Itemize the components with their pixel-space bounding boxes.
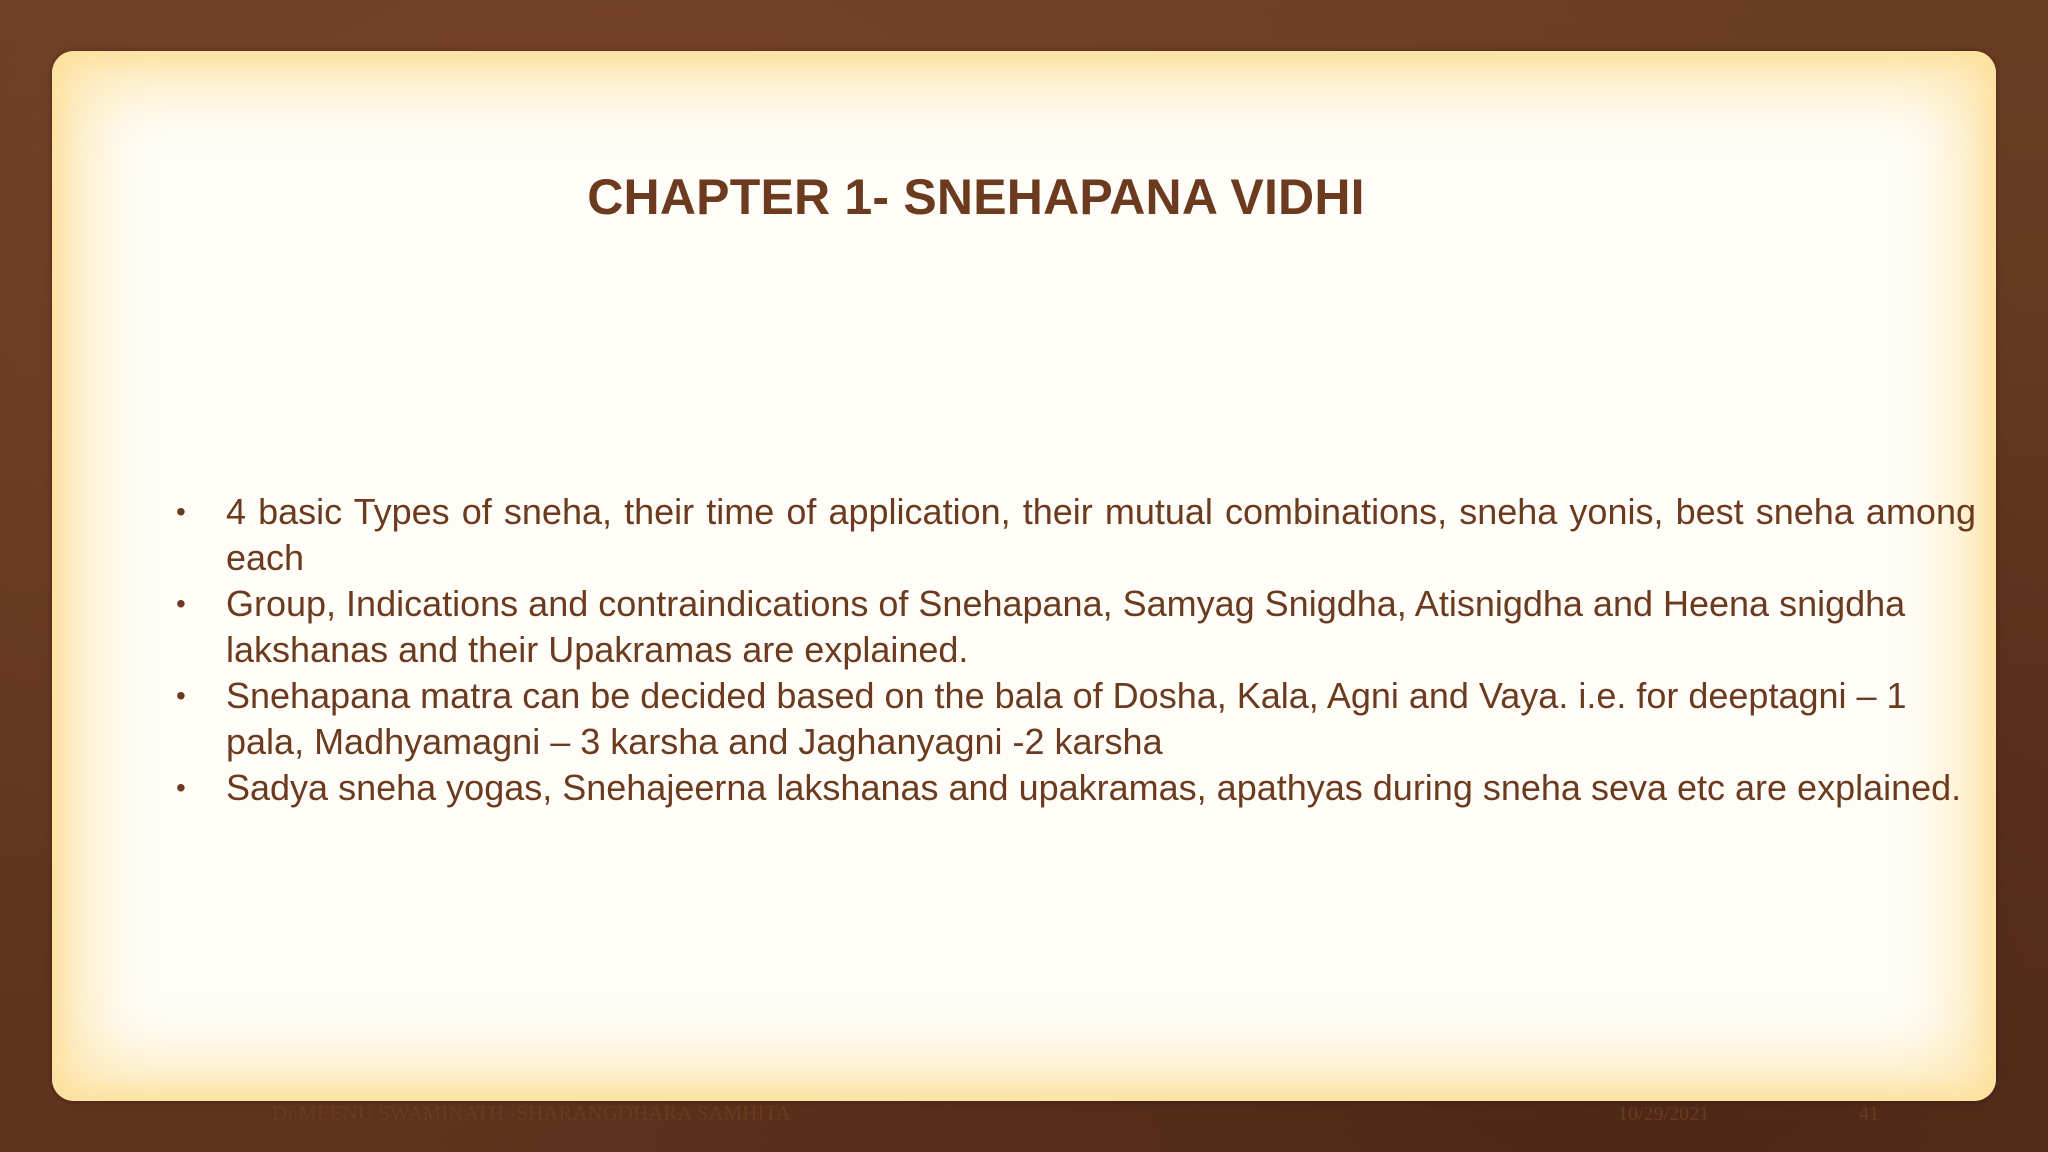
slide-title: CHAPTER 1- SNEHAPANA VIDHI (587, 169, 1365, 225)
bullet-item (176, 765, 1976, 811)
bullet-dot-icon: • (176, 772, 186, 803)
footer-author: Dr.MEENU SWAMINATH -SHARANGDHARA SAMHITA (272, 1101, 791, 1125)
bullet-item (176, 673, 1976, 765)
slide-panel (52, 51, 1996, 1125)
bullet-text: 4 basic Types of sneha, their time of application, their mutual combinations, sneha yonis, best sneha among each (226, 491, 1976, 578)
bullet-text: Snehapana matra can be decided based on the bala of Dosha, Kala, Agni and Vaya. i.e. for deeptagni – 1 pala, Madhyamagni – 3 karsha and Jaghanyagni -2 karsha (226, 675, 1907, 762)
bullet-text: Group, Indications and contraindications of Snehapana, Samyag Snigdha, Atisnigdha and Heena snigdha lakshanas and their Upakramas are explained. (226, 583, 1906, 670)
footer-page-number: 41 (1859, 1103, 1879, 1125)
bullet-item (176, 489, 1976, 581)
bullet-item (176, 581, 1976, 673)
bullet-dot-icon: • (176, 680, 186, 711)
bullet-list (176, 489, 1976, 811)
bullet-text: Sadya sneha yogas, Snehajeerna lakshanas and upakramas, apathyas during sneha seva etc are explained. (226, 767, 1962, 808)
bullet-dot-icon: • (176, 588, 186, 619)
bullet-dot-icon: • (176, 496, 186, 527)
footer-date: 10/29/2021 (1618, 1103, 1710, 1125)
